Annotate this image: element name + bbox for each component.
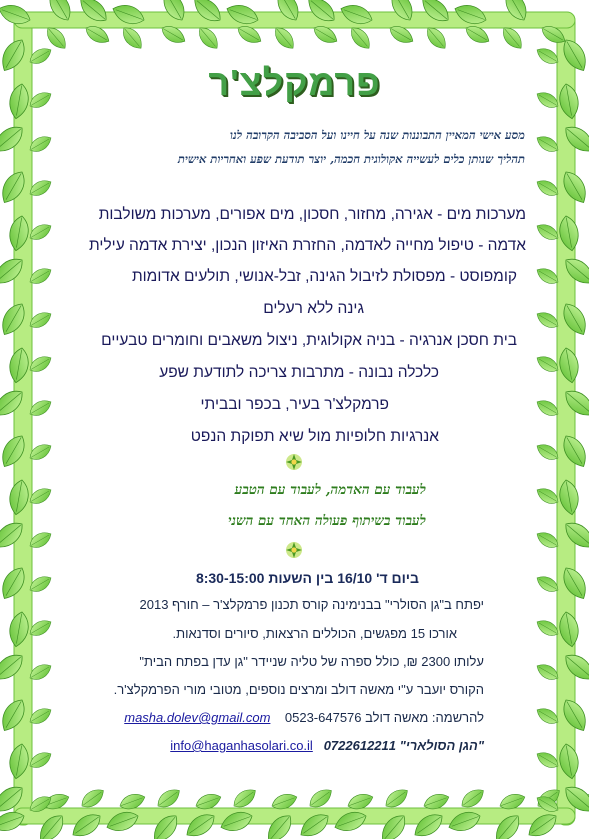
course-line-4: הקורס יועבר ע"י מאשה דולב ומרצים נוספים, מטובי מורי הפרמקלצ'ר. <box>113 682 484 697</box>
course-line-1: יפתח ב"גן הסולרי" בבנימינה קורס תכנון פרמקלצ'ר – חורף 2013 <box>139 597 484 612</box>
garden-label: "הגן הסולארי" 0722612211 <box>323 738 484 753</box>
page-title: פרמקלצ'ר <box>208 62 381 103</box>
course-line-3: עלותו 2300 ₪, כולל ספרה של טליה שניידר "גן עדן בפתח הבית" <box>139 654 484 669</box>
topic-compost: קומפוסט - מפסולת לזיבול הגינה, זבל-אנושי, תולעים אדומות <box>131 268 517 285</box>
slogan-1: לעבוד עם האדמה, לעבוד עם הטבע <box>234 482 426 498</box>
intro-line-1: מסע אישי המאיין התבוננות שנה על חיינו ועל הסביבה הקרובה לנו <box>230 128 525 142</box>
flower-icon <box>285 453 303 471</box>
flower-icon <box>285 541 303 559</box>
email-link[interactable]: masha.dolev@gmail.com <box>124 710 271 725</box>
topic-water: מערכות מים - אגירה, מחזור, חסכון, מים אפורים, מערכות משולבות <box>98 206 526 223</box>
garden-email-link[interactable]: info@haganhasolari.co.il <box>170 738 313 753</box>
intro-line-2: תהליך שנותן כלים לעשייה אקולוגית חכמה, יוצר תודעת שפע ואחריות אישית <box>177 152 525 166</box>
course-line-2: אורכו 15 מפגשים, הכוללים הרצאות, סיורים וסדנאות. <box>172 626 457 641</box>
topic-economy: כלכלה נבונה - מתרבות צריכה לתודעת שפע <box>159 364 439 381</box>
garden-contact-row <box>170 738 484 753</box>
topic-permaculture-city: פרמקלצ'ר בעיר, בכפר ובביתי <box>200 396 389 413</box>
course-date: ביום ד' 16/10 בין השעות 8:30-15:00 <box>195 570 419 586</box>
registration-label: להרשמה: מאשה דולב 0523-647576 <box>284 710 484 725</box>
slogan-2: לעבוד בשיתוף פעולה האחד עם השני <box>228 513 426 529</box>
registration-row <box>124 710 484 725</box>
topic-soil: אדמה - טיפול מחייה לאדמה, החזרת האיזון הנכון, יצירת אדמה עילית <box>89 237 526 254</box>
topic-energy: אנרגיות חלופיות מול שיא תפוקת הנפט <box>190 428 439 445</box>
topic-house: בית חסכן אנרגיה - בניה אקולוגית, ניצול משאבים וחומרים טבעיים <box>101 332 517 349</box>
topic-garden: גינה ללא רעלים <box>263 300 364 317</box>
